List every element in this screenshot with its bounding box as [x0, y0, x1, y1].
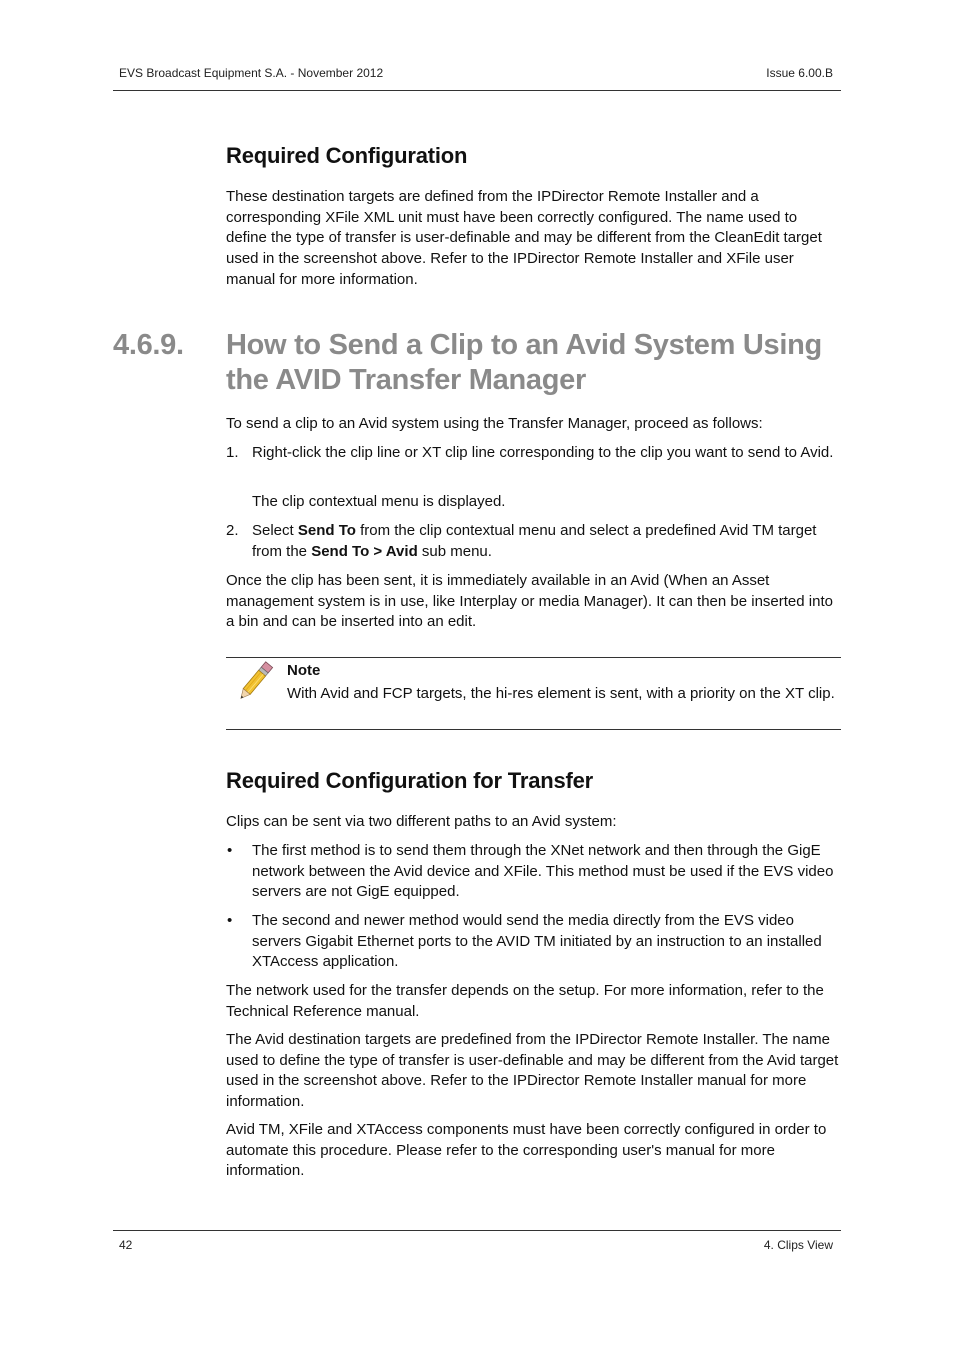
note-top-rule [226, 657, 841, 658]
paragraph: The Avid destination targets are predefined from the IPDirector Remote Installer. The name used to define the type of transfer is user-definable and may be different from the Avid target used in the screenshot above. Refer to the IPDirector Remote Installer manual for more information. [226, 1031, 839, 1111]
note-bottom-rule [226, 729, 841, 730]
step-number: 1. [226, 444, 239, 461]
section-number: 4.6.9. [113, 329, 184, 361]
bullet-item: The first method is to send them through the XNet network and then through the GigE network between the Avid device and XFile. This method must be used if the EVS video servers are not GigE equipped. [252, 842, 834, 901]
intro-paragraph: To send a clip to an Avid system using the Transfer Manager, proceed as follows: [226, 415, 763, 432]
step-text: Right-click the clip line or XT clip line corresponding to the clip you want to send to Avid. [252, 444, 834, 461]
section-heading-required-configuration-transfer: Required Configuration for Transfer [226, 768, 594, 793]
note-title: Note [287, 662, 321, 679]
paragraph: The network used for the transfer depends on the setup. For more information, refer to the Technical Reference manual. [226, 982, 824, 1020]
ui-label-send-to: Send To [297, 522, 356, 539]
page-number: 42 [119, 1238, 133, 1252]
section-title: How to Send a Clip to an Avid System Using the AVID Transfer Manager [226, 329, 822, 396]
ui-label-send-to-avid: Send To > Avid [311, 542, 418, 560]
paragraph: Once the clip has been sent, it is immediately available in an Avid (When an Asset management system is in use, like Interplay or media Manager). It can then be inserted into a bin and can be inserted into an edit. [226, 572, 833, 631]
bullet-marker: • [227, 842, 233, 859]
step-number: 2. [226, 522, 239, 539]
footer-rule [113, 1230, 841, 1231]
step-result: The clip contextual menu is displayed. [252, 493, 506, 510]
bullet-marker: • [227, 912, 233, 929]
step-text: Select Send To from the clip contextual menu and select a predefined Avid TM target from the Send To > Avid sub menu. [252, 522, 817, 560]
note-text: With Avid and FCP targets, the hi-res element is sent, with a priority on the XT clip. [287, 685, 835, 702]
pencil-icon [230, 659, 278, 705]
bullet-item: The second and newer method would send the media directly from the EVS video servers Gigabit Ethernet ports to the AVID TM initiated by an instruction to an installed XTAccess application. [252, 912, 822, 971]
header-right: Issue 6.00.B [766, 66, 833, 80]
section-heading-required-configuration: Required Configuration [226, 143, 468, 168]
footer-section: 4. Clips View [763, 1238, 833, 1252]
paragraph: Avid TM, XFile and XTAccess components must have been correctly configured in order to automate this procedure. Please refer to the corresponding user's manual for more information. [226, 1121, 827, 1180]
paragraph: These destination targets are defined from the IPDirector Remote Installer and a corresponding XFile XML unit must have been correctly configured. The name used to define the type of transfer is user-definable and may be different from the CleanEdit target used in the screenshot above. Refer to the IPDirector Remote Installer and XFile user manual for more information. [226, 188, 822, 288]
header-rule [113, 90, 841, 91]
header-left: EVS Broadcast Equipment S.A. - November 2012 [119, 66, 384, 80]
intro-paragraph: Clips can be sent via two different paths to an Avid system: [226, 813, 617, 830]
